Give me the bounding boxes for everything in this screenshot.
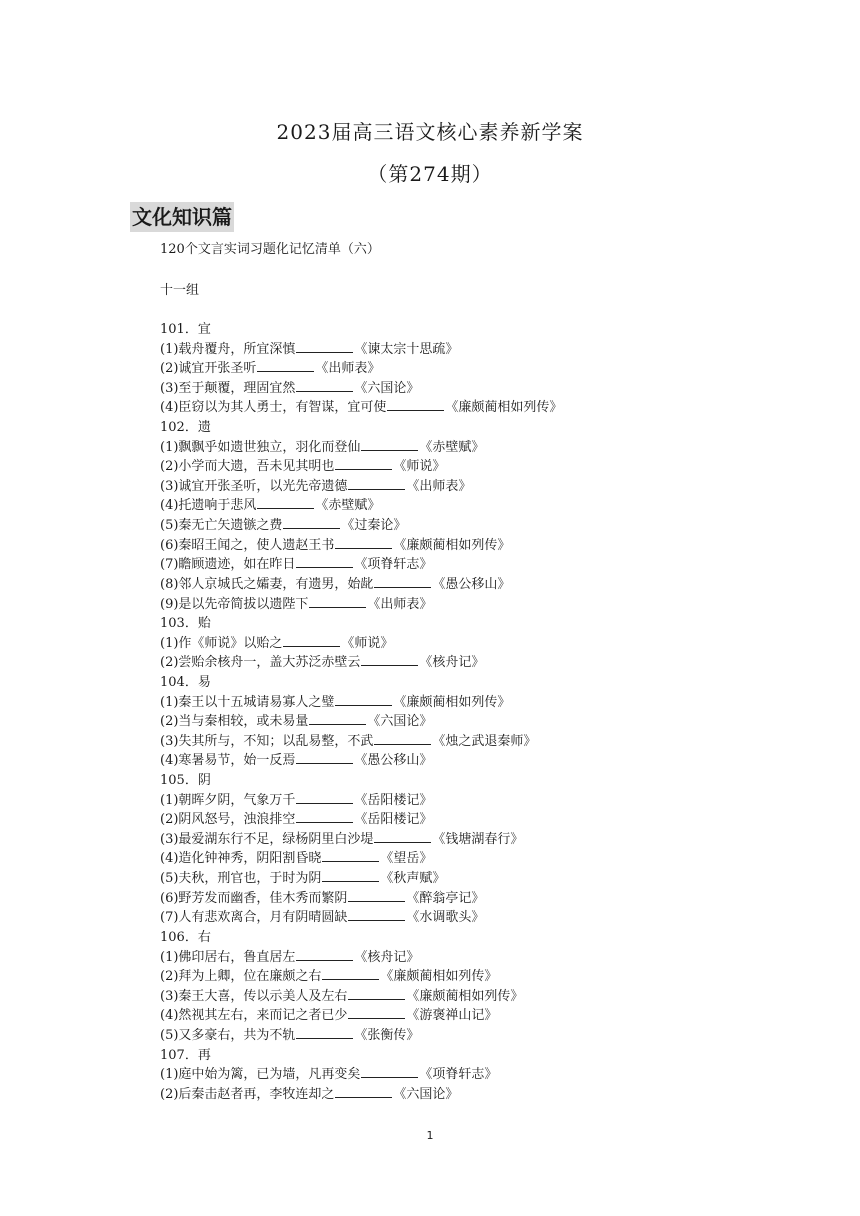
sentence-text: (6)野芳发而幽香，佳木秀而繁阴: [160, 890, 348, 906]
sentence-text: (1)飘飘乎如遗世独立，羽化而登仙: [160, 439, 361, 455]
example-sentence: [160, 751, 780, 771]
source-title: 《水调歌头》: [406, 910, 485, 926]
word-heading: 101．宜: [160, 322, 211, 337]
source-title: 《愚公移山》: [354, 753, 433, 769]
example-sentence: [160, 398, 780, 418]
example-sentence: [160, 693, 780, 713]
sentence-text: (1)秦王以十五城请易寡人之璧: [160, 694, 335, 710]
source-title: 《谏太宗十思疏》: [354, 341, 459, 357]
source-title: 《赤壁赋》: [419, 439, 485, 455]
source-title: 《项脊轩志》: [354, 557, 433, 573]
document-title: 2023届高三语文核心素养新学案: [276, 120, 584, 144]
sentence-text: (8)邻人京城氏之孀妻，有遗男，始龀: [160, 576, 374, 592]
example-sentence: [160, 712, 780, 732]
example-sentence: [160, 575, 780, 595]
answer-blank[interactable]: [296, 1027, 353, 1039]
source-title: 《核舟记》: [354, 949, 420, 965]
source-title: 《廉颇蔺相如列传》: [380, 969, 498, 985]
answer-blank[interactable]: [348, 478, 405, 490]
example-sentence: [160, 1085, 780, 1105]
example-sentence: [160, 340, 780, 360]
sentence-text: (3)至于颠覆，理固宜然: [160, 380, 296, 396]
answer-blank[interactable]: [296, 341, 353, 353]
issue-number: （第274期）: [367, 162, 493, 186]
example-sentence: [160, 379, 780, 399]
answer-blank[interactable]: [361, 439, 418, 451]
source-title: 《张衡传》: [354, 1027, 420, 1043]
answer-blank[interactable]: [335, 1086, 392, 1098]
sentence-text: (5)秦无亡矢遗镞之费: [160, 518, 283, 534]
source-title: 《愚公移山》: [432, 576, 511, 592]
sentence-text: (2)后秦击赵者再，李牧连却之: [160, 1086, 335, 1102]
sentence-text: (2)阴风怒号，浊浪排空: [160, 812, 296, 828]
answer-blank[interactable]: [257, 360, 314, 372]
list-subtitle: 120个文言实词习题化记忆清单（六）: [160, 242, 380, 257]
example-sentence: [160, 830, 780, 850]
sentence-text: (4)造化钟神秀，阴阳割昏晓: [160, 851, 322, 867]
source-title: 《六国论》: [367, 714, 433, 730]
word-heading: 102．遗: [160, 420, 211, 436]
example-sentence: [160, 1065, 780, 1085]
answer-blank[interactable]: [257, 497, 314, 509]
sentence-text: (4)托遗响于悲风: [160, 498, 257, 514]
source-title: 《出师表》: [406, 478, 472, 494]
answer-blank[interactable]: [296, 752, 353, 764]
source-title: 《岳阳楼记》: [354, 792, 433, 808]
source-title: 《出师表》: [315, 361, 381, 377]
sentence-text: (5)夫秋，刑官也，于时为阴: [160, 871, 322, 887]
source-title: 《廉颇蔺相如列传》: [445, 400, 563, 416]
example-sentence: [160, 791, 780, 811]
answer-blank[interactable]: [361, 1066, 418, 1078]
answer-blank[interactable]: [374, 576, 431, 588]
word-entry-list: [160, 320, 780, 1104]
word-heading: 103．贻: [160, 616, 211, 632]
answer-blank[interactable]: [283, 517, 340, 529]
sentence-text: (9)是以先帝简拔以遗陛下: [160, 596, 309, 612]
example-sentence: [160, 889, 780, 909]
word-heading: 105．阴: [160, 773, 211, 789]
example-sentence: [160, 653, 780, 673]
example-sentence: [160, 948, 780, 968]
sentence-text: (3)诚宜开张圣听，以光先帝遗德: [160, 478, 348, 494]
sentence-text: (2)小学而大遗，吾未见其明也: [160, 459, 335, 475]
sentence-text: (5)又多豪右，共为不轨: [160, 1027, 296, 1043]
example-sentence: [160, 438, 780, 458]
example-sentence: [160, 536, 780, 556]
example-sentence: [160, 555, 780, 575]
sentence-text: (2)拜为上卿，位在廉颇之右: [160, 969, 322, 985]
source-title: 《六国论》: [393, 1086, 459, 1102]
sentence-text: (1)庭中始为篱，已为墙，凡再变矣: [160, 1067, 361, 1083]
section-heading: 文化知识篇: [130, 202, 234, 232]
sentence-text: (6)秦昭王闻之，使人遗赵王书: [160, 537, 335, 553]
answer-blank[interactable]: [296, 380, 353, 392]
word-heading: 107．再: [160, 1047, 211, 1063]
answer-blank[interactable]: [374, 733, 431, 745]
source-title: 《过秦论》: [341, 518, 407, 534]
example-sentence: [160, 967, 780, 987]
example-sentence: [160, 516, 780, 536]
answer-blank[interactable]: [335, 537, 392, 549]
example-sentence: [160, 477, 780, 497]
source-title: 《秋声赋》: [380, 871, 446, 887]
example-sentence: [160, 810, 780, 830]
sentence-text: (1)佛印居右，鲁直居左: [160, 949, 296, 965]
example-sentence: [160, 869, 780, 889]
answer-blank[interactable]: [374, 831, 431, 843]
source-title: 《望岳》: [380, 851, 433, 867]
answer-blank[interactable]: [322, 850, 379, 862]
example-sentence: [160, 987, 780, 1007]
source-title: 《廉颇蔺相如列传》: [393, 537, 511, 553]
source-title: 《廉颇蔺相如列传》: [406, 988, 524, 1004]
word-heading: 106．右: [160, 929, 211, 945]
answer-blank[interactable]: [309, 713, 366, 725]
group-label: 十一组: [160, 283, 200, 298]
example-sentence: [160, 595, 780, 615]
answer-blank[interactable]: [335, 458, 392, 470]
sentence-text: (4)寒暑易节，始一反焉: [160, 753, 296, 769]
example-sentence: [160, 457, 780, 477]
sentence-text: (4)然视其左右，来而记之者已少: [160, 1008, 348, 1024]
answer-blank[interactable]: [283, 635, 340, 647]
answer-blank[interactable]: [296, 556, 353, 568]
example-sentence: [160, 732, 780, 752]
answer-blank[interactable]: [387, 399, 444, 411]
example-sentence: [160, 1026, 780, 1046]
source-title: 《钱塘湖春行》: [432, 831, 524, 847]
source-title: 《核舟记》: [419, 655, 485, 671]
word-heading: 104．易: [160, 674, 211, 690]
source-title: 《师说》: [341, 635, 394, 651]
source-title: 《醉翁亭记》: [406, 890, 485, 906]
answer-blank[interactable]: [361, 654, 418, 666]
page-number: 1: [426, 1129, 434, 1142]
source-title: 《师说》: [393, 459, 446, 475]
sentence-text: (2)诚宜开张圣听: [160, 361, 257, 377]
answer-blank[interactable]: [296, 811, 353, 823]
answer-blank[interactable]: [322, 870, 379, 882]
source-title: 《出师表》: [367, 596, 433, 612]
example-sentence: [160, 496, 780, 516]
sentence-text: (2)当与秦相较，或未易量: [160, 714, 309, 730]
sentence-text: (7)瞻顾遗迹，如在昨日: [160, 557, 296, 573]
source-title: 《六国论》: [354, 380, 420, 396]
source-title: 《廉颇蔺相如列传》: [393, 694, 511, 710]
source-title: 《岳阳楼记》: [354, 812, 433, 828]
source-title: 《赤壁赋》: [315, 498, 381, 514]
example-sentence: [160, 1006, 780, 1026]
answer-blank[interactable]: [348, 890, 405, 902]
sentence-text: (3)秦王大喜，传以示美人及左右: [160, 988, 348, 1004]
answer-blank[interactable]: [348, 1007, 405, 1019]
answer-blank[interactable]: [309, 596, 366, 608]
sentence-text: (1)作《师说》以贻之: [160, 635, 283, 651]
answer-blank[interactable]: [296, 792, 353, 804]
answer-blank[interactable]: [296, 949, 353, 961]
example-sentence: [160, 908, 780, 928]
sentence-text: (1)载舟覆舟，所宜深慎: [160, 341, 296, 357]
sentence-text: (3)失其所与，不知；以乱易整，不武: [160, 733, 374, 749]
sentence-text: (1)朝晖夕阴，气象万千: [160, 792, 296, 808]
source-title: 《烛之武退秦师》: [432, 733, 537, 749]
example-sentence: [160, 634, 780, 654]
example-sentence: [160, 359, 780, 379]
answer-blank[interactable]: [348, 988, 405, 1000]
source-title: 《项脊轩志》: [419, 1067, 498, 1083]
sentence-text: (2)尝贻余核舟一，盖大苏泛赤壁云: [160, 655, 361, 671]
example-sentence: [160, 849, 780, 869]
sentence-text: (7)人有悲欢离合，月有阴晴圆缺: [160, 910, 348, 926]
sentence-text: (4)臣窃以为其人勇士，有智谋，宜可使: [160, 400, 387, 416]
sentence-text: (3)最爱湖东行不足，绿杨阴里白沙堤: [160, 831, 374, 847]
answer-blank[interactable]: [348, 909, 405, 921]
answer-blank[interactable]: [322, 968, 379, 980]
answer-blank[interactable]: [335, 694, 392, 706]
source-title: 《游褒禅山记》: [406, 1008, 498, 1024]
